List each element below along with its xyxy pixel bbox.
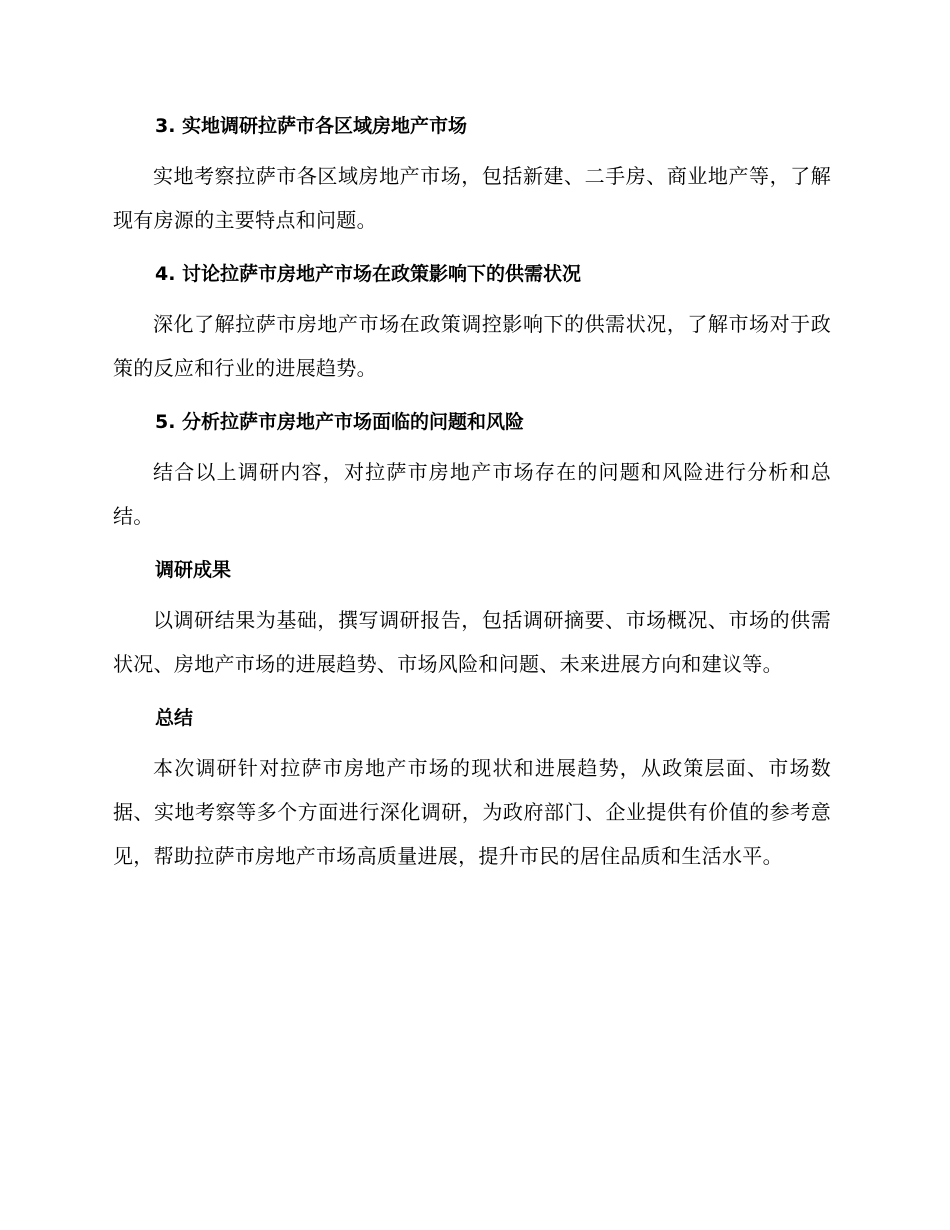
section-paragraph-summary: 本次调研针对拉萨市房地产市场的现状和进展趋势，从政策层面、市场数据、实地考察等多个方面进行深化调研，为政府部门、企业提供有价值的参考意见，帮助拉萨市房地产市场高质量进展，提升市民的居住品质和生活水平。 bbox=[113, 756, 831, 868]
section-heading-5: 5. 分析拉萨市房地产市场面临的问题和风险 bbox=[155, 411, 525, 433]
section-heading-summary: 总结 bbox=[155, 707, 194, 729]
section-paragraph-5: 结合以上调研内容，对拉萨市房地产市场存在的问题和风险进行分析和总结。 bbox=[113, 460, 831, 528]
document-body bbox=[113, 108, 831, 878]
section-heading-3: 3. 实地调研拉萨市各区域房地产市场 bbox=[155, 115, 468, 137]
section-heading-4: 4. 讨论拉萨市房地产市场在政策影响下的供需状况 bbox=[155, 263, 582, 285]
section-paragraph-results: 以调研结果为基础，撰写调研报告，包括调研摘要、市场概况、市场的供需状况、房地产市场的进展趋势、市场风险和问题、未来进展方向和建议等。 bbox=[113, 608, 831, 676]
section-heading-results: 调研成果 bbox=[155, 559, 232, 581]
section-paragraph-3: 实地考察拉萨市各区域房地产市场，包括新建、二手房、商业地产等，了解现有房源的主要特点和问题。 bbox=[113, 164, 831, 232]
section-paragraph-4: 深化了解拉萨市房地产市场在政策调控影响下的供需状况，了解市场对于政策的反应和行业的进展趋势。 bbox=[113, 312, 831, 380]
